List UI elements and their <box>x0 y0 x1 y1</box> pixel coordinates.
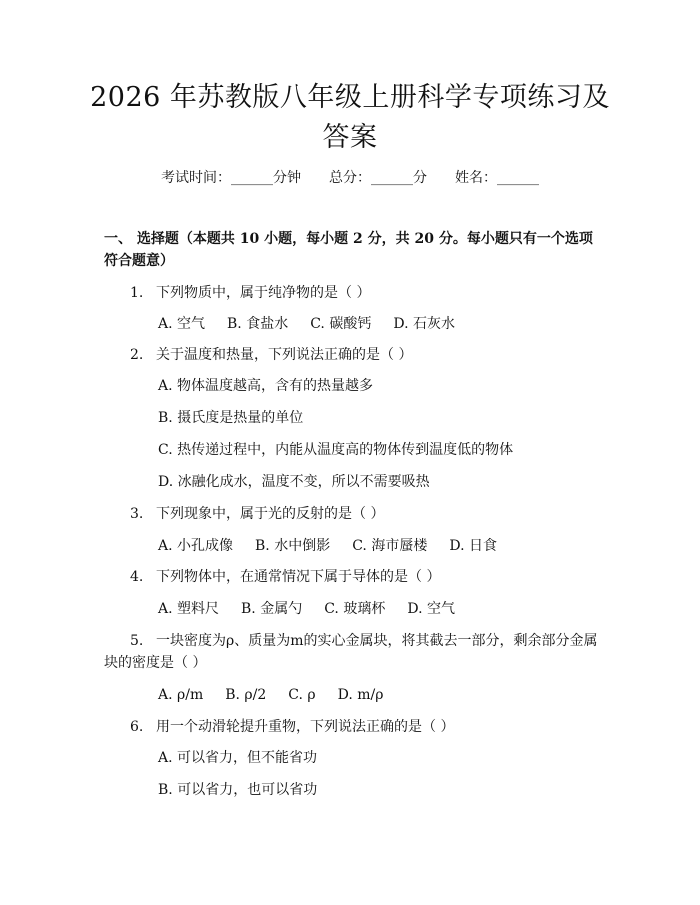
question-6 <box>104 716 604 738</box>
question-1-options <box>158 313 608 335</box>
question-text: 下列物体中，在通常情况下属于导体的是（ ） <box>156 569 441 585</box>
option-b: B. 金属勺 <box>241 601 303 617</box>
question-5-options <box>158 684 608 706</box>
option-c: C. 海市蜃楼 <box>352 538 428 554</box>
option-b: B. 摄氏度是热量的单位 <box>158 410 304 426</box>
total-score-field: 总分：______分 <box>329 170 427 186</box>
option-d: D. 日食 <box>449 538 497 554</box>
exam-meta <box>0 168 700 188</box>
document-title: 2026 年苏教版八年级上册科学专项练习及答案 <box>90 82 610 153</box>
exam-time-field: 考试时间：______分钟 <box>161 170 301 186</box>
option-a: A. 小孔成像 <box>158 538 234 554</box>
option-b: B. ρ/2 <box>225 687 267 703</box>
question-3-options <box>158 535 608 557</box>
question-text: 一块密度为ρ、质量为m的实心金属块，将其截去一部分，剩余部分金属块的密度是（ ） <box>104 633 598 671</box>
option-c: C. 玻璃杯 <box>324 601 386 617</box>
question-number: 1. <box>130 285 144 301</box>
question-4-options <box>158 598 608 620</box>
option-b: B. 可以省力，也可以省功 <box>158 782 318 798</box>
option-d: D. 空气 <box>407 601 455 617</box>
option-c: C. ρ <box>288 687 316 703</box>
option-a: A. 塑料尺 <box>158 601 220 617</box>
option-a: A. ρ/m <box>158 687 204 703</box>
option-a: A. 空气 <box>158 316 206 332</box>
question-number: 2. <box>130 347 144 363</box>
question-text: 用一个动滑轮提升重物，下列说法正确的是（ ） <box>156 719 455 735</box>
option-d: D. m/ρ <box>337 687 384 703</box>
option-b: B. 食盐水 <box>227 316 289 332</box>
question-2 <box>104 344 604 366</box>
question-text: 下列现象中，属于光的反射的是（ ） <box>156 506 385 522</box>
question-number: 3. <box>130 506 144 522</box>
option-c: C. 碳酸钙 <box>310 316 372 332</box>
question-number: 6. <box>130 719 144 735</box>
section-heading-choice: 一、 选择题（本题共 10 小题，每小题 2 分，共 20 分。每小题只有一个选项符合题意） <box>104 231 593 269</box>
option-d: D. 石灰水 <box>393 316 455 332</box>
question-number: 5. <box>130 633 144 649</box>
question-text: 关于温度和热量，下列说法正确的是（ ） <box>156 347 413 363</box>
option-d: D. 冰融化成水，温度不变，所以不需要吸热 <box>158 474 430 490</box>
question-4 <box>104 566 604 588</box>
option-a: A. 物体温度越高，含有的热量越多 <box>158 378 374 394</box>
student-name-field: 姓名：______ <box>455 170 539 186</box>
question-3 <box>104 503 604 525</box>
option-c: C. 热传递过程中，内能从温度高的物体传到温度低的物体 <box>158 442 514 458</box>
option-b: B. 水中倒影 <box>255 538 331 554</box>
question-text: 下列物质中，属于纯净物的是（ ） <box>156 285 371 301</box>
question-number: 4. <box>130 569 144 585</box>
question-1 <box>104 282 604 304</box>
question-5 <box>104 630 604 674</box>
option-a: A. 可以省力，但不能省功 <box>158 750 318 766</box>
